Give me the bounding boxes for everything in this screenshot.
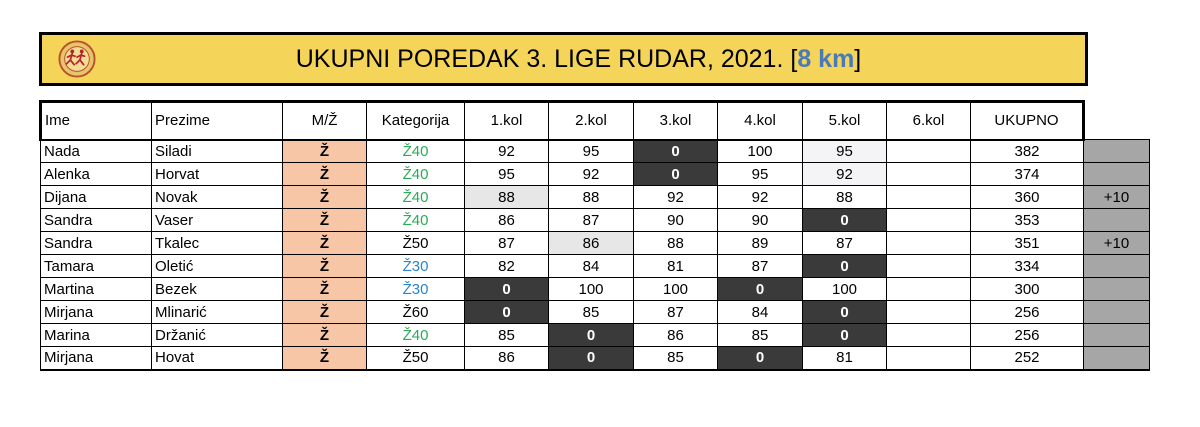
cell-kol-2: 86: [549, 232, 634, 255]
title-main: UKUPNI POREDAK 3. LIGE RUDAR, 2021. [: [295, 45, 798, 73]
table-row: [41, 186, 1150, 209]
cell-ukupno: 374: [971, 163, 1084, 186]
cell-kol-5: 0: [803, 209, 887, 232]
table-row: [41, 209, 1150, 232]
cell-kol-5: 0: [803, 301, 887, 324]
header-kol-1: 1.kol: [465, 102, 549, 140]
cell-ukupno: 334: [971, 255, 1084, 278]
cell-kol-1: 82: [465, 255, 549, 278]
cell-bonus: [1084, 209, 1150, 232]
cell-kol-1: 86: [465, 209, 549, 232]
cell-kol-3: 0: [634, 140, 718, 163]
cell-kol-3: 86: [634, 324, 718, 347]
cell-bonus: [1084, 301, 1150, 324]
header-mz: M/Ž: [283, 102, 367, 140]
cell-kol-2: 87: [549, 209, 634, 232]
cell-ime: Alenka: [41, 163, 152, 186]
cell-kol-6: [887, 186, 971, 209]
cell-kol-3: 81: [634, 255, 718, 278]
cell-prezime: Bezek: [152, 278, 283, 301]
cell-kol-4: 89: [718, 232, 803, 255]
cell-prezime: Horvat: [152, 163, 283, 186]
cell-bonus: [1084, 255, 1150, 278]
cell-ukupno: 256: [971, 301, 1084, 324]
cell-prezime: Držanić: [152, 324, 283, 347]
cell-kol-6: [887, 209, 971, 232]
cell-kategorija: Ž60: [367, 301, 465, 324]
cell-kol-6: [887, 163, 971, 186]
cell-ime: Mirjana: [41, 347, 152, 370]
cell-mz: Ž: [283, 163, 367, 186]
cell-bonus: [1084, 140, 1150, 163]
cell-mz: Ž: [283, 347, 367, 370]
cell-ime: Dijana: [41, 186, 152, 209]
table-row: [41, 163, 1150, 186]
cell-bonus: +10: [1084, 232, 1150, 255]
cell-kol-2: 88: [549, 186, 634, 209]
cell-kol-4: 92: [718, 186, 803, 209]
page-title: [42, 35, 1085, 83]
table-row: [41, 324, 1150, 347]
cell-kol-3: 87: [634, 301, 718, 324]
cell-ukupno: 360: [971, 186, 1084, 209]
cell-kol-6: [887, 347, 971, 370]
cell-kol-3: 85: [634, 347, 718, 370]
cell-kol-5: 87: [803, 232, 887, 255]
cell-prezime: Oletić: [152, 255, 283, 278]
cell-ime: Sandra: [41, 209, 152, 232]
cell-ime: Sandra: [41, 232, 152, 255]
cell-ime: Mirjana: [41, 301, 152, 324]
cell-bonus: [1084, 347, 1150, 370]
cell-kol-4: 100: [718, 140, 803, 163]
cell-kol-1: 85: [465, 324, 549, 347]
cell-kategorija: Ž50: [367, 232, 465, 255]
cell-kategorija: Ž30: [367, 278, 465, 301]
cell-mz: Ž: [283, 232, 367, 255]
cell-kol-6: [887, 278, 971, 301]
cell-prezime: Tkalec: [152, 232, 283, 255]
cell-kol-1: 0: [465, 278, 549, 301]
cell-kol-3: 0: [634, 163, 718, 186]
cell-kol-1: 88: [465, 186, 549, 209]
cell-kol-1: 95: [465, 163, 549, 186]
cell-kol-5: 95: [803, 140, 887, 163]
cell-ime: Tamara: [41, 255, 152, 278]
cell-kategorija: Ž40: [367, 324, 465, 347]
header-bonus-spacer: [1084, 102, 1150, 140]
cell-kol-2: 85: [549, 301, 634, 324]
cell-kol-2: 92: [549, 163, 634, 186]
title-banner: [39, 32, 1088, 86]
cell-mz: Ž: [283, 278, 367, 301]
cell-prezime: Hovat: [152, 347, 283, 370]
cell-kategorija: Ž40: [367, 163, 465, 186]
table-row: [41, 255, 1150, 278]
cell-kol-4: 87: [718, 255, 803, 278]
cell-kategorija: Ž50: [367, 347, 465, 370]
header-prezime: Prezime: [152, 102, 283, 140]
header-row: [41, 102, 1150, 140]
cell-bonus: [1084, 163, 1150, 186]
cell-kol-2: 0: [549, 347, 634, 370]
title-distance: 8 km: [797, 45, 855, 73]
cell-prezime: Mlinarić: [152, 301, 283, 324]
cell-prezime: Siladi: [152, 140, 283, 163]
cell-kol-6: [887, 324, 971, 347]
cell-kol-4: 90: [718, 209, 803, 232]
cell-ukupno: 351: [971, 232, 1084, 255]
header-kol-5: 5.kol: [803, 102, 887, 140]
header-ime: Ime: [41, 102, 152, 140]
cell-kol-5: 92: [803, 163, 887, 186]
cell-kol-2: 0: [549, 324, 634, 347]
cell-ukupno: 256: [971, 324, 1084, 347]
cell-kol-4: 84: [718, 301, 803, 324]
cell-kol-5: 0: [803, 324, 887, 347]
cell-kol-3: 88: [634, 232, 718, 255]
title-close: ]: [854, 45, 862, 73]
header-kol-4: 4.kol: [718, 102, 803, 140]
cell-prezime: Novak: [152, 186, 283, 209]
cell-kol-6: [887, 301, 971, 324]
cell-kol-3: 90: [634, 209, 718, 232]
cell-ime: Martina: [41, 278, 152, 301]
cell-kategorija: Ž40: [367, 140, 465, 163]
header-ukupno: UKUPNO: [971, 102, 1084, 140]
cell-ukupno: 353: [971, 209, 1084, 232]
cell-kol-4: 85: [718, 324, 803, 347]
cell-kategorija: Ž30: [367, 255, 465, 278]
table-row: [41, 347, 1150, 370]
cell-mz: Ž: [283, 255, 367, 278]
cell-mz: Ž: [283, 186, 367, 209]
cell-kategorija: Ž40: [367, 186, 465, 209]
cell-kol-5: 88: [803, 186, 887, 209]
cell-mz: Ž: [283, 301, 367, 324]
header-kol-6: 6.kol: [887, 102, 971, 140]
cell-kol-5: 0: [803, 255, 887, 278]
cell-mz: Ž: [283, 209, 367, 232]
cell-kategorija: Ž40: [367, 209, 465, 232]
cell-kol-6: [887, 140, 971, 163]
cell-kol-1: 86: [465, 347, 549, 370]
cell-kol-1: 87: [465, 232, 549, 255]
header-kol-3: 3.kol: [634, 102, 718, 140]
cell-prezime: Vaser: [152, 209, 283, 232]
cell-kol-5: 81: [803, 347, 887, 370]
table-row: [41, 232, 1150, 255]
cell-kol-3: 92: [634, 186, 718, 209]
cell-kol-3: 100: [634, 278, 718, 301]
cell-bonus: [1084, 278, 1150, 301]
cell-kol-2: 95: [549, 140, 634, 163]
cell-mz: Ž: [283, 140, 367, 163]
cell-ime: Marina: [41, 324, 152, 347]
cell-kol-4: 0: [718, 278, 803, 301]
cell-bonus: +10: [1084, 186, 1150, 209]
cell-kol-2: 84: [549, 255, 634, 278]
cell-kol-6: [887, 255, 971, 278]
table-row: [41, 301, 1150, 324]
cell-bonus: [1084, 324, 1150, 347]
header-kol-2: 2.kol: [549, 102, 634, 140]
table-row: [41, 278, 1150, 301]
results-table: [39, 100, 1150, 371]
cell-ime: Nada: [41, 140, 152, 163]
cell-ukupno: 300: [971, 278, 1084, 301]
cell-kol-6: [887, 232, 971, 255]
table-row: [41, 140, 1150, 163]
cell-kol-5: 100: [803, 278, 887, 301]
cell-ukupno: 252: [971, 347, 1084, 370]
cell-kol-1: 92: [465, 140, 549, 163]
cell-kol-4: 0: [718, 347, 803, 370]
cell-ukupno: 382: [971, 140, 1084, 163]
cell-kol-1: 0: [465, 301, 549, 324]
header-kategorija: Kategorija: [367, 102, 465, 140]
cell-mz: Ž: [283, 324, 367, 347]
cell-kol-2: 100: [549, 278, 634, 301]
cell-kol-4: 95: [718, 163, 803, 186]
